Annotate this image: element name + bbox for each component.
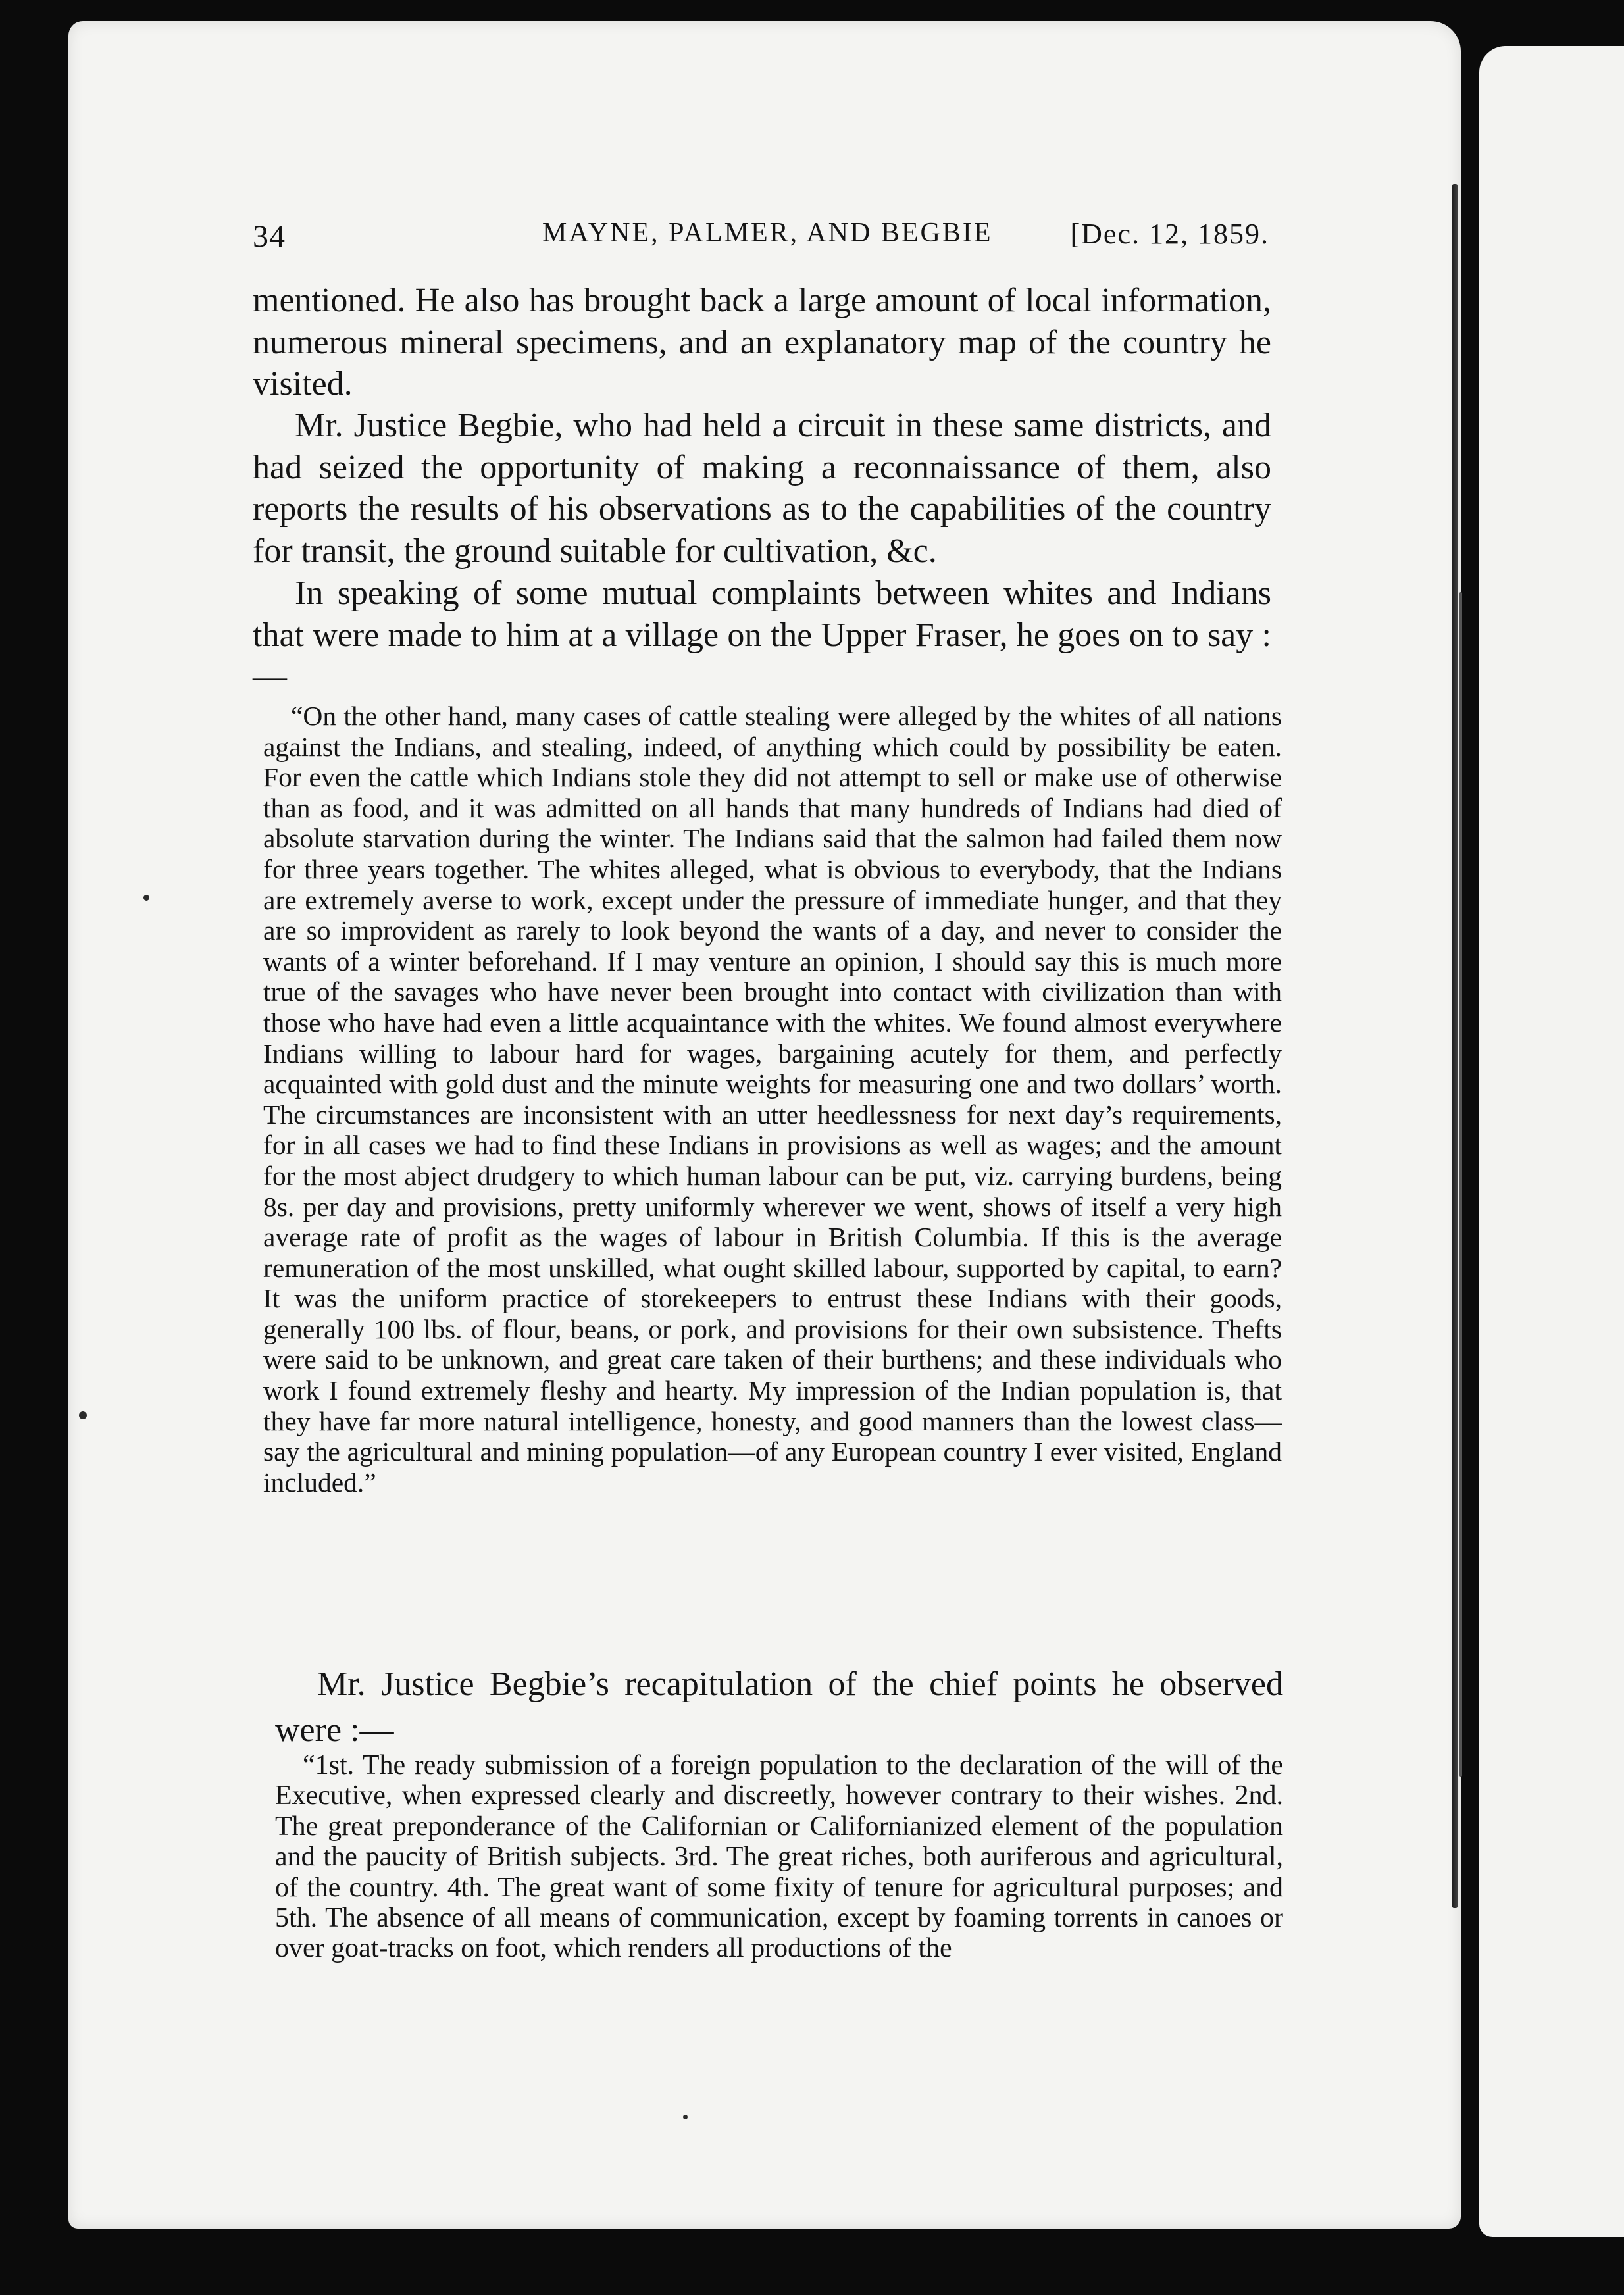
quote-text: “On the other hand, many cases of cattle stealing were alleged by the whites of all nations against the Indians, and stealing, indeed, of anything which could by possibility be eaten. For even the cattle which Indians stole they did not attempt to sell or make use of otherwise than as food, and it was admitted on all hands that many hundreds of Indians had died of absolute starvation during the winter. The Indians said that the salmon had failed them now for three years together. The whites alleged, what is obvious to everybody, that the Indians are extremely averse to work, except under the pressure of immediate hunger, and that they are so improvident as rarely to look beyond the wants of a day, and never to consider the wants of a winter beforehand. If I may venture an opinion, I should say this is much more true of the savages who have never been brought into contact with civilization than with those who have had even a little acquaintance with the whites. We found almost everywhere Indians willing to labour hard for wages, bargaining acutely for them, and perfectly acquainted with gold dust and the minute weights for measuring one and two dollars’ worth. The circumstances are inconsistent with an utter heedlessness for next day’s requirements, for in all cases we had to find these Indians in provisions as well as wages; and the amount for the most abject drudgery to which human labour can be put, viz. carrying burdens, being 8s. per day and provisions, pretty uniformly wherever we went, shows of itself a very high average rate of profit as the wages of labour in British Columbia. If this is the average remuneration of the most unskilled, what ought skilled labour, supported by capital, to earn? It was the uniform practice of storekeepers to entrust these Indians with their goods, generally 100 lbs. of flour, beans, or pork, and provisions for their own subsistence. Thefts were said to be unknown, and great care taken of their burthens; and these individuals who work I found extremely fleshy and hearty. My impression of the Indian population is, that they have far more natural intelligence, honesty, and good manners than the lowest class—say the agricultural and mining population—of any European country I ever visited, England included.” [263, 701, 1282, 1498]
paragraph-recapitulation-intro [275, 1661, 1283, 1753]
paragraph-text: Mr. Justice Begbie, who had held a circuit in these same districts, and had seized the opportunity of making a reconnaissance of them, also reports the results of his observations as to the capabilities of the country for transit, the ground suitable for cultivation, &c. [253, 407, 1271, 570]
paragraph-text: mentioned. He also has brought back a large amount of local information, numerous mineral specimens, and an explanatory map of the country he visited. [253, 282, 1271, 403]
block-quote-indians [263, 701, 1282, 1498]
scan-speck [683, 2115, 688, 2119]
header-date: [Dec. 12, 1859. [1070, 218, 1269, 250]
paragraph-complaints-intro [253, 572, 1271, 698]
block-quote-recapitulation [275, 1750, 1283, 1964]
scan-speck [143, 895, 149, 901]
page-binding-shadow-inner [1459, 592, 1462, 1777]
scan-speck [79, 1411, 87, 1419]
adjacent-page-edge [1479, 46, 1624, 2237]
paragraph-continuation [253, 280, 1271, 405]
page-header [253, 211, 1269, 257]
page-number: 34 [253, 219, 286, 254]
paragraph-text: In speaking of some mutual complaints between whites and Indians that were made to him at a village on the Upper Fraser, he goes on to say :— [253, 574, 1271, 695]
running-head: MAYNE, PALMER, AND BEGBIE [542, 218, 993, 248]
quote-text: “1st. The ready submission of a foreign population to the declaration of the will of the Executive, when expressed clearly and discreetly, however contrary to their wishes. 2nd. The great preponderance of the Californian or Californianized element of the population and the paucity of British subjects. 3rd. The great riches, both auriferous and agricultural, of the country. 4th. The great want of some fixity of tenure for agricultural purposes; and 5th. The absence of all means of communication, except by foaming torrents in canoes or over goat-tracks on foot, which renders all productions of the [275, 1750, 1283, 1964]
page-binding-shadow [1452, 184, 1458, 1908]
paragraph-text: Mr. Justice Begbie’s recapitulation of the chief points he observed were :— [275, 1665, 1283, 1749]
paragraph-begbie-report [253, 405, 1271, 572]
